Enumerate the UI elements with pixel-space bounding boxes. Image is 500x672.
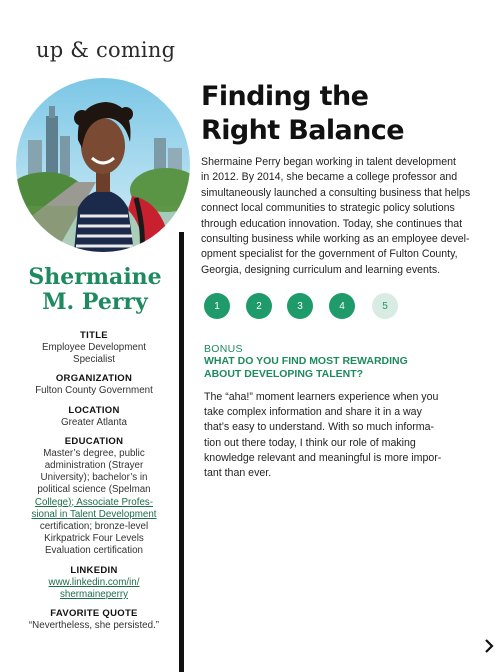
detail-label: FAVORITE QUOTE — [50, 608, 138, 620]
detail-label: ORGANIZATION — [55, 373, 133, 385]
linkedin-link[interactable]: www.linkedin.com/in/ — [48, 576, 140, 588]
detail-line: Evaluation certification — [44, 545, 144, 557]
section-label: up & coming — [36, 38, 176, 62]
detail-line: Employee Development — [41, 342, 146, 353]
headline-line: Right Balance — [201, 115, 404, 146]
headline-line: Finding the — [201, 81, 369, 112]
intro-line: opment specialist for the government of Fulton County, — [201, 248, 458, 261]
next-page-button[interactable] — [480, 636, 498, 656]
detail-line: Greater Atlanta — [61, 416, 127, 428]
intro-line: Shermaine Perry began working in talent development — [201, 156, 456, 168]
detail-line: administration (Strayer — [44, 460, 144, 472]
answer-line: tant than ever. — [204, 467, 272, 480]
detail-line: Fulton County Government — [35, 385, 153, 397]
page-dot-3[interactable]: 3 — [287, 293, 313, 319]
detail-line: Specialist — [73, 354, 115, 366]
page-dot-2[interactable]: 2 — [246, 293, 272, 319]
article-intro — [201, 155, 485, 278]
page-dot-1[interactable]: 1 — [204, 293, 230, 319]
answer-line: that’s easy to understand. With so much informa- — [204, 421, 435, 434]
answer-line: The “aha!” moment learners experience when you — [204, 391, 439, 403]
profile-name-line: Shermaine — [28, 264, 162, 290]
detail-label: LOCATION — [68, 404, 120, 416]
intro-line: connect local communities to strategic policy solutions — [201, 202, 455, 215]
detail-value — [8, 417, 180, 429]
detail-line: “Nevertheless, she persisted.” — [28, 620, 160, 632]
page-dot-5-current[interactable]: 5 — [372, 293, 398, 319]
detail-value — [8, 577, 180, 601]
bonus-answer — [204, 390, 484, 481]
answer-line: tion out there today, I think our role of making — [204, 436, 416, 449]
chevron-right-icon — [484, 639, 494, 653]
detail-education — [8, 436, 180, 558]
detail-quote — [8, 608, 180, 632]
intro-line: consulting business while working as an employee devel- — [201, 233, 470, 246]
answer-line: take complex information and share it in a way — [204, 406, 422, 419]
detail-line-link[interactable]: College); Associate Profes- — [34, 496, 154, 508]
detail-line-link[interactable]: sional in Talent Development — [31, 508, 157, 520]
page-dot-4[interactable]: 4 — [329, 293, 355, 319]
detail-line: Master’s degree, public — [43, 447, 145, 459]
detail-line: Kirkpatrick Four Levels — [44, 533, 144, 545]
detail-label: EDUCATION — [64, 435, 124, 447]
detail-line: certification; bronze-level — [39, 521, 149, 533]
detail-label: TITLE — [80, 330, 108, 341]
intro-line: in 2012. By 2014, she became a college professor and — [201, 171, 458, 184]
detail-line: political science (Spelman — [37, 484, 151, 496]
profile-photo — [16, 78, 190, 252]
detail-label: LINKEDIN — [70, 564, 118, 576]
profile-details — [8, 330, 180, 639]
intro-line: through education innovation. Today, she continues that — [201, 217, 463, 230]
detail-organization — [8, 373, 180, 397]
bonus-question — [204, 355, 484, 381]
profile-name-line: M. Perry — [42, 289, 148, 315]
detail-value — [8, 620, 180, 632]
profile-name — [10, 265, 180, 315]
bonus-tag: BONUS — [204, 343, 243, 355]
detail-title — [8, 330, 180, 366]
detail-linkedin — [8, 565, 180, 601]
detail-line: University); bachelor’s in — [40, 472, 148, 484]
bonus-question-line: WHAT DO YOU FIND MOST REWARDING — [204, 355, 408, 367]
detail-value — [8, 448, 180, 558]
article-headline — [201, 80, 491, 148]
intro-line: simultaneously launched a consulting business that helps — [201, 186, 471, 199]
detail-location — [8, 405, 180, 429]
linkedin-link[interactable]: shermaineperry — [59, 588, 129, 600]
profile-photo-illustration — [16, 78, 190, 252]
intro-line: Georgia, designing curriculum and learning events. — [201, 263, 441, 276]
detail-value — [8, 342, 180, 366]
detail-value — [8, 385, 180, 397]
bonus-question-line: ABOUT DEVELOPING TALENT? — [204, 368, 364, 380]
answer-line: knowledge relevant and meaningful is more impor- — [204, 451, 442, 464]
